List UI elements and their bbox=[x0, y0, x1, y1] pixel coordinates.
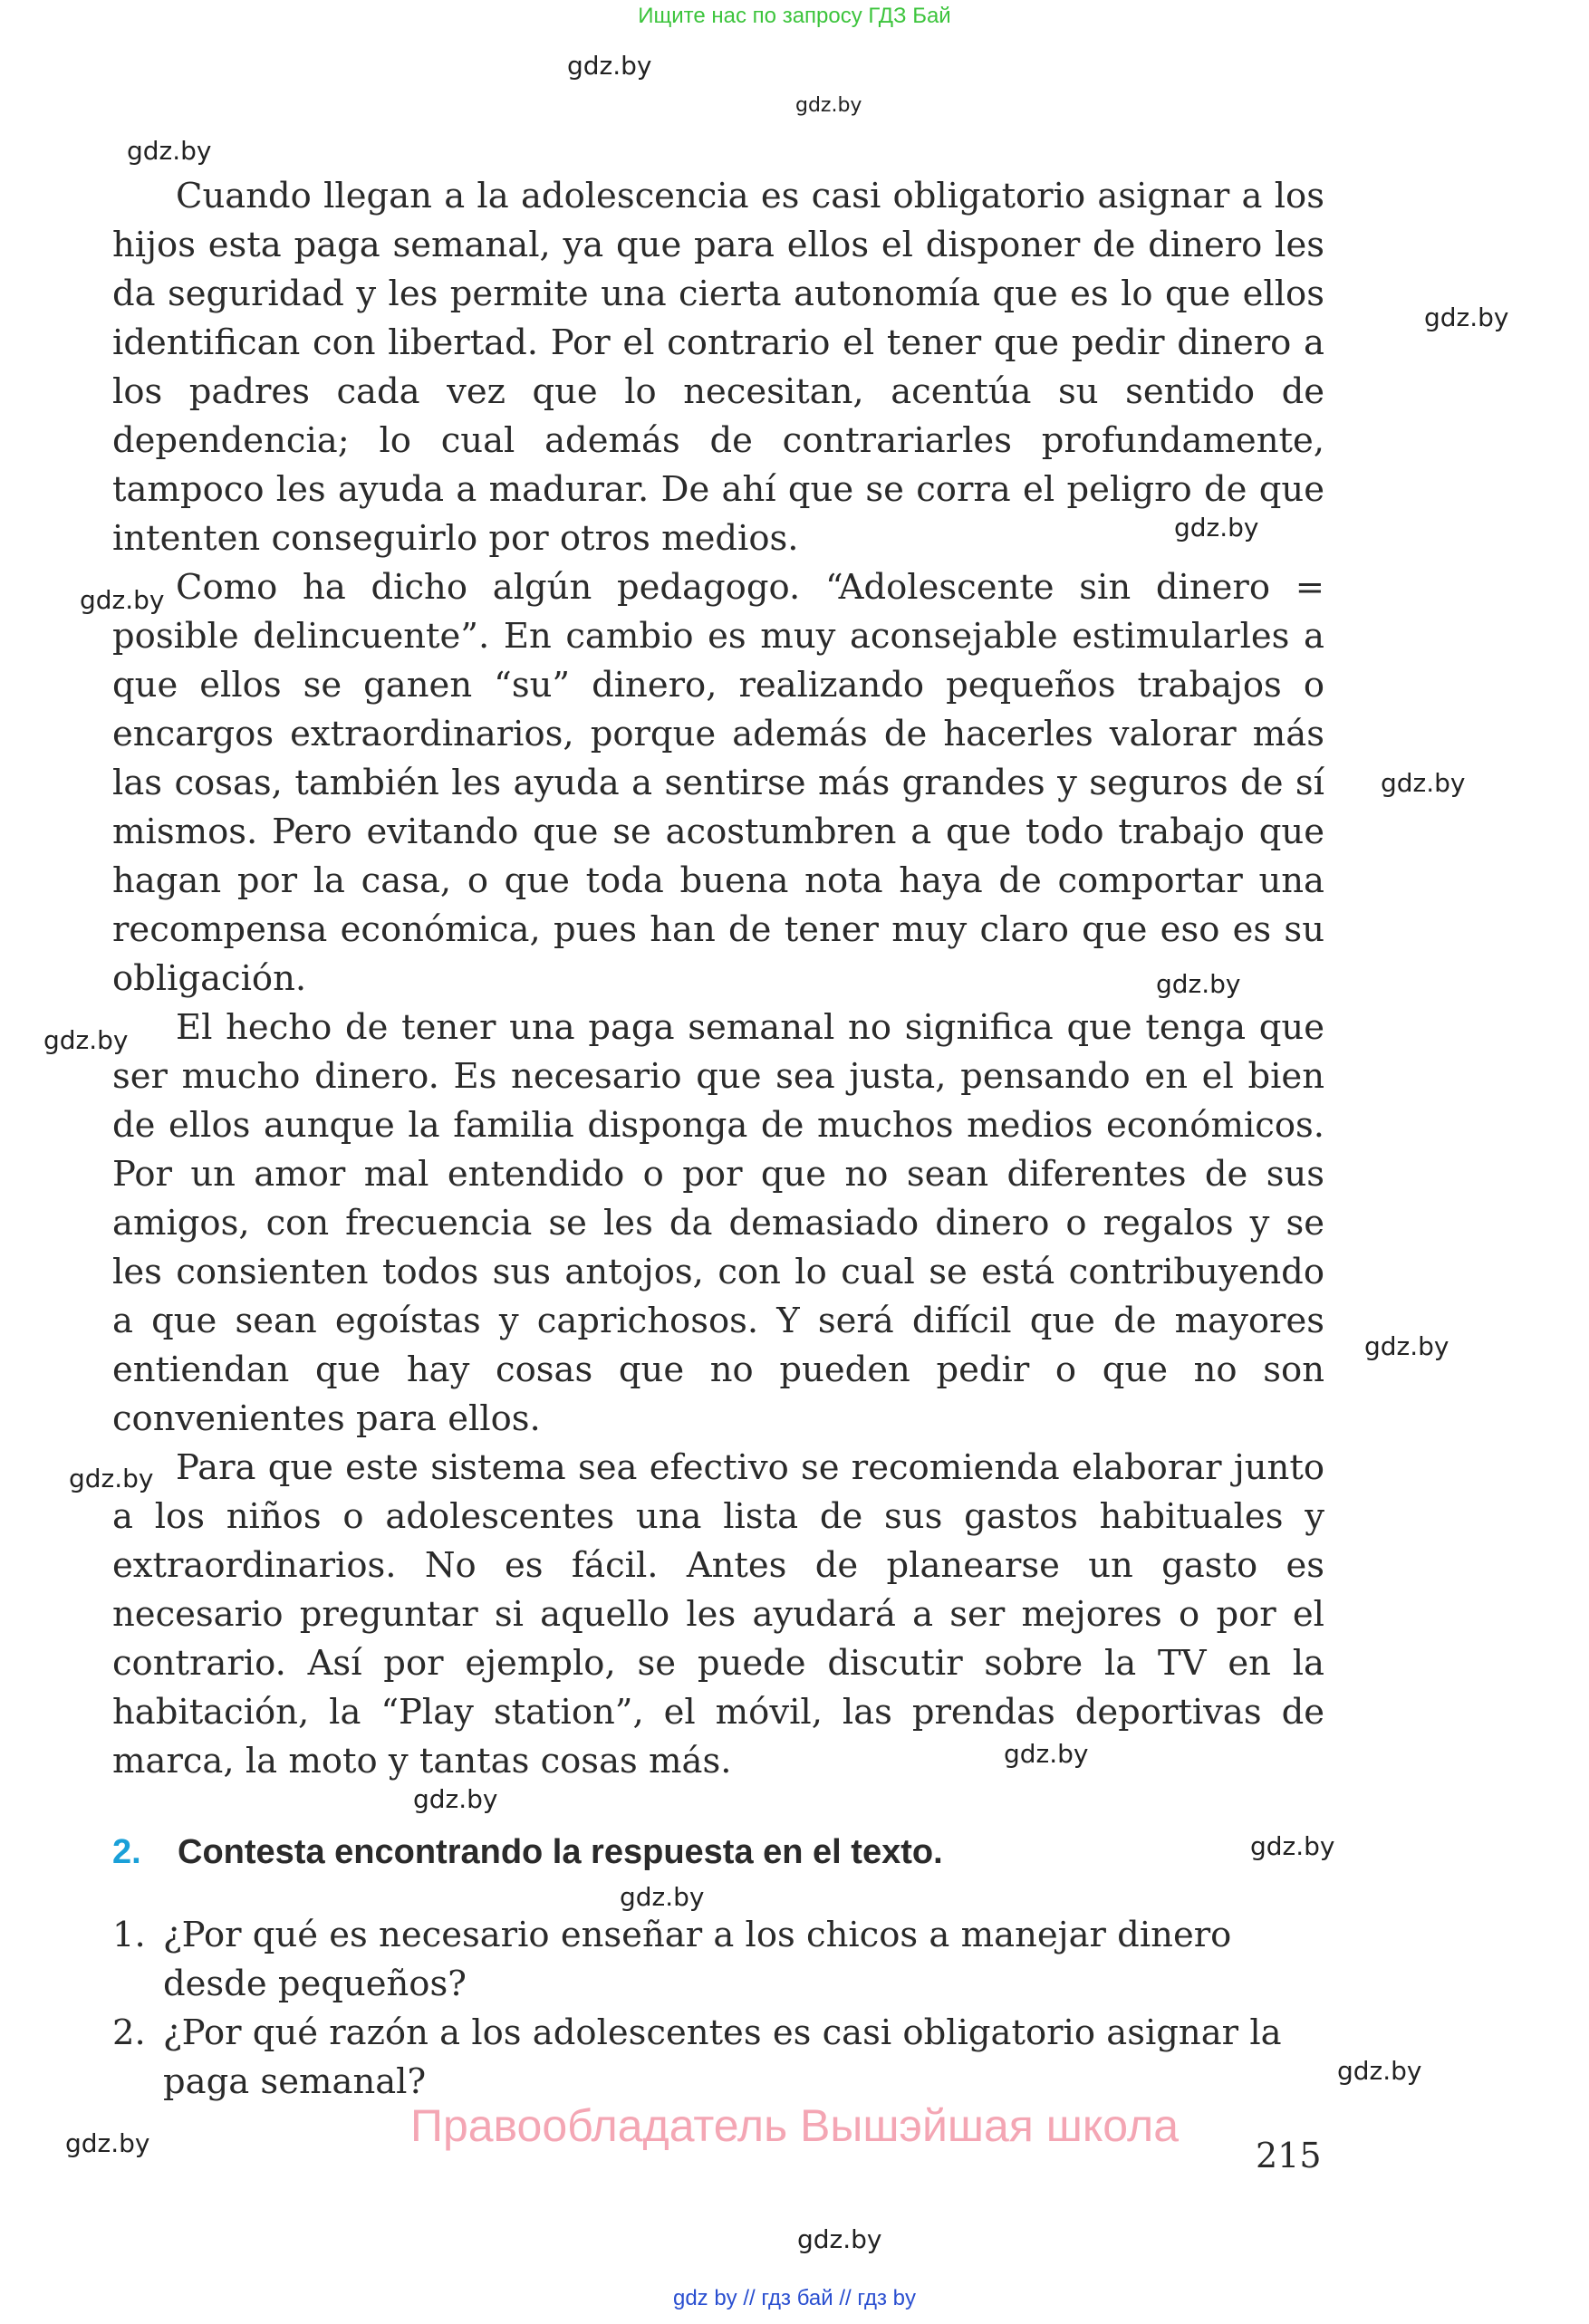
watermark: gdz.by bbox=[43, 1025, 129, 1055]
paragraph: Como ha dicho algún pedagogo. “Adolescente sin dinero = posible delincuente”. En cambio es muy aconsejable estimularles a que ellos se ganen “su” dinero, realizando pequeños trabajos o encargos extraordinarios, porque además de hacerles valorar más las cosas, también les ayuda a sentirse más grandes y seguros de sí mismos. Pero evitando que se acostumbren a que todo trabajo que hagan por la casa, o que toda buena nota haya de comportar una recompensa económica, pues han de tener muy claro que eso es su obligación. bbox=[112, 567, 1324, 999]
watermark: gdz.by bbox=[797, 2224, 882, 2254]
question-number: 1. bbox=[112, 1915, 146, 1955]
exercise-number: 2. bbox=[112, 1833, 141, 1871]
watermark: gdz.by bbox=[1004, 1739, 1089, 1769]
bottom-banner: gdz by // гдз бай // гдз by bbox=[672, 2286, 917, 2310]
exercise-heading bbox=[112, 1833, 1290, 1872]
watermark: gdz.by bbox=[413, 1784, 498, 1814]
list-item bbox=[112, 2009, 1324, 2107]
reading-text bbox=[112, 172, 1324, 1786]
watermark: gdz.by bbox=[1156, 969, 1241, 999]
watermark: gdz.by bbox=[65, 2128, 150, 2158]
paragraph: El hecho de tener una paga semanal no significa que tenga que ser mucho dinero. Es necesario que sea justa, pensando en el bien de ellos aunque la familia disponga de muchos medios económicos. Por un amor mal entendido o por que no sean diferentes de sus amigos, con frecuencia se les da demasiado dinero o regalos y se les consienten todos sus antojos, con lo cual se está contribuyendo a que sean egoístas y caprichosos. Y será difícil que de mayores entiendan que hay cosas que no pueden pedir o que no son convenientes para ellos. bbox=[112, 1007, 1324, 1439]
watermark: gdz.by bbox=[127, 136, 212, 166]
watermark: gdz.by bbox=[1337, 2056, 1422, 2086]
exercise-title: Contesta encontrando la respuesta en el texto. bbox=[178, 1833, 943, 1871]
list-item bbox=[112, 1911, 1324, 2009]
question-text: ¿Por qué razón a los adolescentes es casi obligatorio asignar la paga semanal? bbox=[163, 2012, 1282, 2102]
questions-list bbox=[112, 1911, 1324, 2107]
paragraph: Para que este sistema sea efectivo se recomienda elaborar junto a los niños o adolescentes una lista de sus gastos habituales y extraordinarios. No es fácil. Antes de planearse un gasto es necesario preguntar si aquello les ayudará a ser mejores o por el contrario. Así por ejemplo, se puede discutir sobre la TV en la habitación, la “Play station”, el móvil, las prendas deportivas de marca, la moto y tantas cosas más. bbox=[112, 1447, 1324, 1781]
watermark: gdz.by bbox=[1424, 303, 1509, 332]
watermark: gdz.by bbox=[620, 1882, 705, 1912]
watermark: gdz.by bbox=[1250, 1831, 1335, 1861]
watermark: gdz.by bbox=[567, 51, 652, 81]
page-number: 215 bbox=[1256, 2136, 1322, 2175]
question-text: ¿Por qué es necesario enseñar a los chicos a manejar dinero desde pequeños? bbox=[163, 1915, 1232, 2004]
watermark: gdz.by bbox=[795, 94, 862, 117]
question-number: 2. bbox=[112, 2012, 146, 2053]
copyright-notice: Правообладатель Вышэйшая школа bbox=[410, 2100, 1179, 2151]
paragraph: Cuando llegan a la adolescencia es casi obligatorio asignar a los hijos esta paga semanal, ya que para ellos el disponer de dinero les da seguridad y les permite una cierta autonomía que es lo que ellos identifican con libertad. Por el contrario el tener que pedir dinero a los padres cada vez que lo necesitan, acentúa su sentido de dependencia; lo cual además de contrariarles profundamente, tampoco les ayuda a madurar. De ahí que se corra el peligro de que intenten conseguirlo por otros medios. bbox=[112, 176, 1324, 559]
watermark: gdz.by bbox=[1381, 768, 1466, 798]
watermark: gdz.by bbox=[1364, 1331, 1449, 1361]
top-banner: Ищите нас по запросу ГДЗ Бай bbox=[638, 4, 951, 28]
watermark: gdz.by bbox=[69, 1464, 154, 1493]
watermark: gdz.by bbox=[1174, 513, 1259, 543]
watermark: gdz.by bbox=[80, 585, 165, 615]
